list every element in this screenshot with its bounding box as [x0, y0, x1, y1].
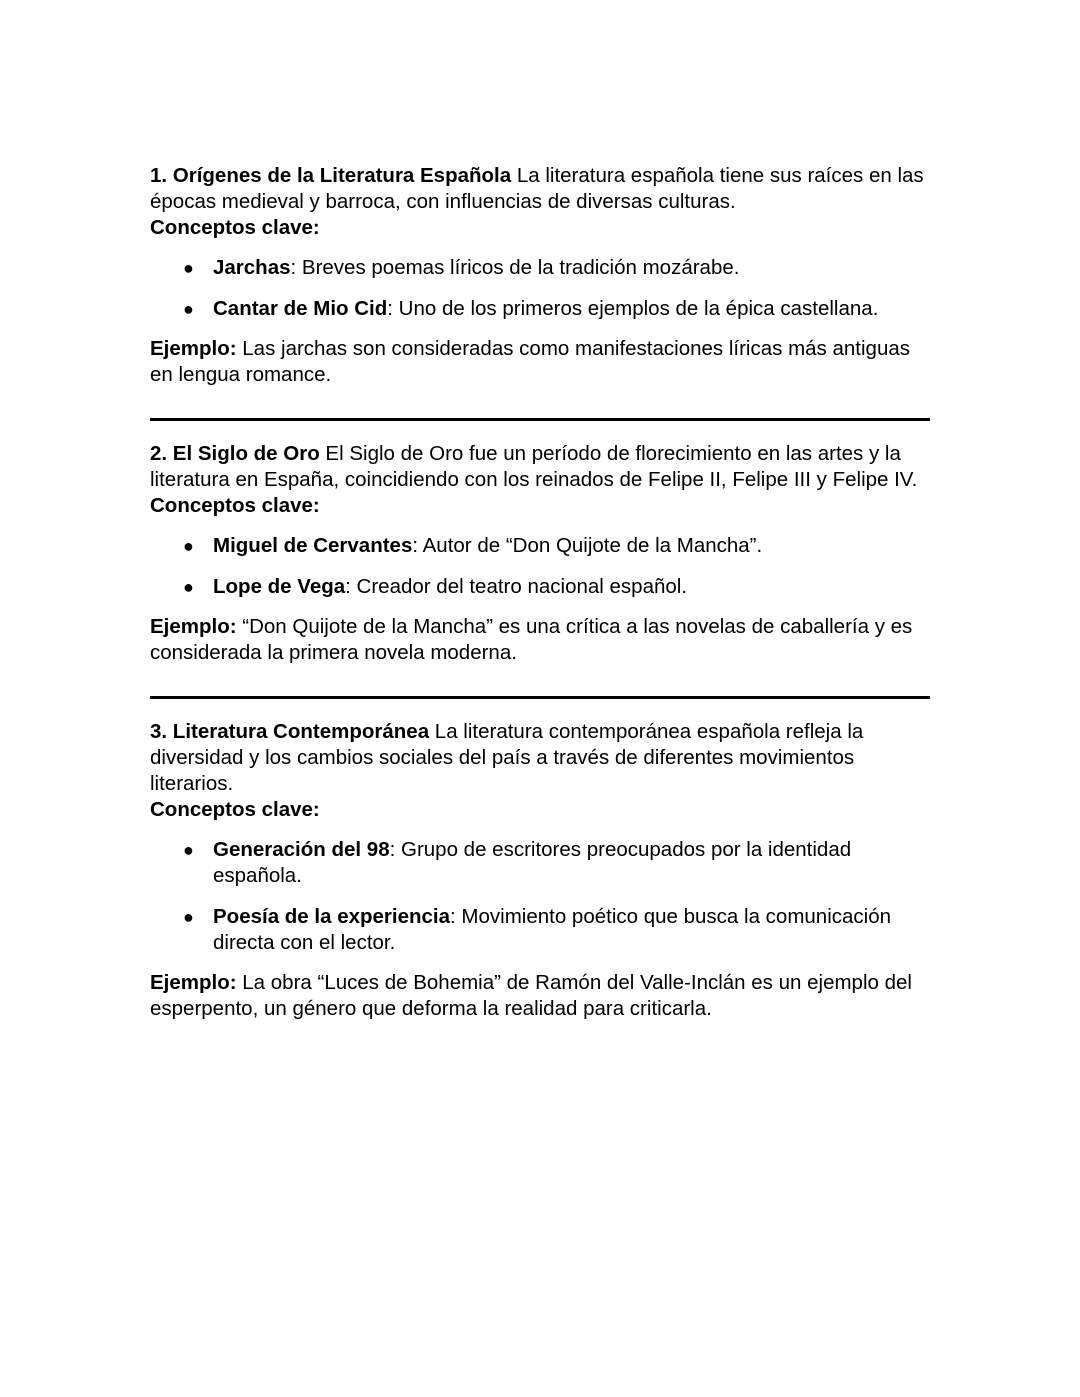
list-item	[150, 574, 930, 600]
concept-text: : Creador del teatro nacional español.	[345, 575, 688, 598]
concept-term: Jarchas	[213, 256, 291, 279]
section-intro-text: El Siglo de Oro fue un período de florecimiento en las artes y la literatura en España, coincidiendo con los reinados de Felipe II, Felipe III y Felipe IV.	[150, 442, 918, 491]
concepts-list	[150, 837, 930, 956]
section-intro	[150, 163, 930, 215]
section-title: 2. El Siglo de Oro	[150, 442, 320, 465]
example-label: Ejemplo:	[150, 337, 237, 360]
concept-text: : Grupo de escritores preocupados por la identidad española.	[213, 838, 852, 887]
concepts-list	[150, 255, 930, 322]
section-siglo-de-oro	[150, 441, 930, 666]
concept-text: : Autor de “Don Quijote de la Mancha”.	[412, 534, 763, 557]
bullet-icon: ●	[183, 840, 194, 860]
concepts-heading: Conceptos clave:	[150, 798, 320, 821]
section-intro-text: La literatura contemporánea española refleja la diversidad y los cambios sociales del país a través de diferentes movimientos literarios.	[150, 720, 864, 795]
horizontal-rule	[150, 418, 930, 421]
list-item	[150, 904, 930, 956]
document-page	[150, 163, 930, 1022]
concept-term: Generación del 98	[213, 838, 390, 861]
section-contemporanea	[150, 719, 930, 1022]
concept-text: : Breves poemas líricos de la tradición mozárabe.	[290, 256, 740, 279]
example-text: Las jarchas son consideradas como manifestaciones líricas más antiguas en lengua romance.	[150, 337, 910, 386]
example-text: “Don Quijote de la Mancha” es una crítica a las novelas de caballería y es considerada la primera novela moderna.	[150, 615, 913, 664]
example-text: La obra “Luces de Bohemia” de Ramón del Valle-Inclán es un ejemplo del esperpento, un género que deforma la realidad para criticarla.	[150, 971, 912, 1020]
concept-term: Miguel de Cervantes	[213, 534, 413, 557]
example-label: Ejemplo:	[150, 971, 237, 994]
example-paragraph	[150, 336, 930, 388]
example-paragraph	[150, 970, 930, 1022]
example-label: Ejemplo:	[150, 615, 237, 638]
example-paragraph	[150, 614, 930, 666]
section-intro	[150, 719, 930, 797]
list-item	[150, 255, 930, 281]
concepts-list	[150, 533, 930, 600]
list-item	[150, 296, 930, 322]
list-item	[150, 533, 930, 559]
concept-term: Poesía de la experiencia	[213, 905, 451, 928]
concept-term: Lope de Vega	[213, 575, 346, 598]
section-title: 3. Literatura Contemporánea	[150, 720, 430, 743]
concept-term: Cantar de Mio Cid	[213, 297, 388, 320]
horizontal-rule	[150, 696, 930, 699]
section-intro-text: La literatura española tiene sus raíces en las épocas medieval y barroca, con influencias de diversas culturas.	[150, 164, 924, 213]
concept-text: : Uno de los primeros ejemplos de la épica castellana.	[387, 297, 879, 320]
section-title: 1. Orígenes de la Literatura Española	[150, 164, 512, 187]
bullet-icon: ●	[183, 907, 194, 927]
concepts-heading: Conceptos clave:	[150, 216, 320, 239]
concepts-heading: Conceptos clave:	[150, 494, 320, 517]
list-item	[150, 837, 930, 889]
bullet-icon: ●	[183, 536, 194, 556]
bullet-icon: ●	[183, 577, 194, 597]
section-intro	[150, 441, 930, 493]
concept-text: : Movimiento poético que busca la comunicación directa con el lector.	[213, 905, 892, 954]
section-origenes	[150, 163, 930, 388]
bullet-icon: ●	[183, 258, 194, 278]
bullet-icon: ●	[183, 299, 194, 319]
